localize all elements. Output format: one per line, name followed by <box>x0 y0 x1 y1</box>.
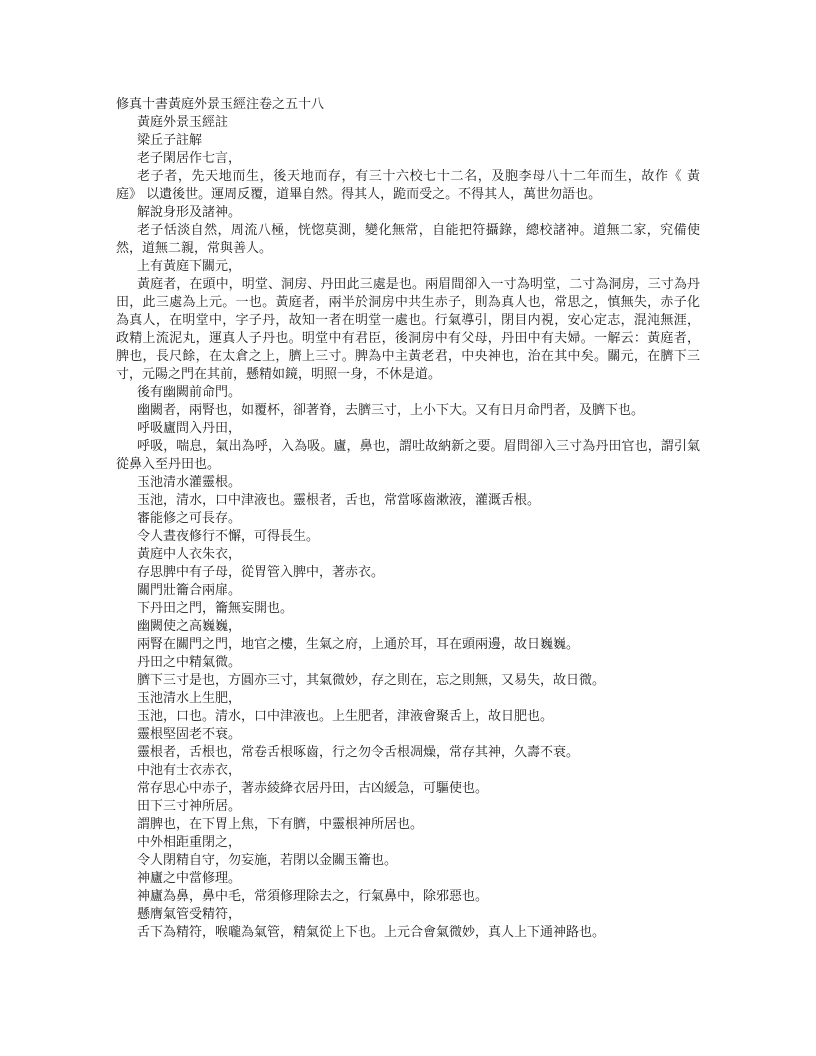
document-paragraph: 存思脾中有子母，從胃管入脾中，著赤衣。 <box>137 565 385 580</box>
document-paragraph: 呼吸，喘息，氣出為呼，入為吸。廬，鼻也，謂吐故納新之要。眉問卻入三寸為丹田官也，謂引氣從鼻入至丹田也。 <box>116 439 700 472</box>
document-paragraph: 令人晝夜修行不懈，可得長生。 <box>137 529 320 544</box>
document-paragraph: 下丹田之門，籥無妄開也。 <box>137 601 294 616</box>
document-paragraph: 關門壯籥合兩扉。 <box>137 583 242 598</box>
document-paragraph: 上有黃庭下關元， <box>137 259 242 274</box>
document-paragraph: 常存思心中赤子，著赤綾絳衣居丹田，古凶緩急，可驅使也。 <box>137 781 489 796</box>
document-body <box>116 96 700 942</box>
document-paragraph: 兩腎在關門之門，地官之樓，生氣之府，上通於耳，耳在頭兩邊，故日巍巍。 <box>137 637 580 652</box>
document-paragraph: 梁丘子註解 <box>137 133 203 148</box>
document-paragraph: 舌下為精符，喉嚨為氣管，精氣從上下也。上元合會氣微妙，真人上下通神路也。 <box>137 925 606 940</box>
document-paragraph: 後有幽闕前命門。 <box>137 385 242 400</box>
document-paragraph: 玉池清水上生肥， <box>137 691 242 706</box>
document-paragraph: 田下三寸神所居。 <box>137 799 242 814</box>
document-title: 修真十書黃庭外景玉經注卷之五十八 <box>116 97 325 112</box>
document-paragraph: 神廬之中當修理。 <box>137 871 242 886</box>
document-paragraph: 老子恬淡自然，周流八極，恍惚莫測，變化無常，自能把符攝錄，總校諸神。道無二家，究備使然，道無二親，常與善人。 <box>116 223 700 256</box>
document-paragraph: 令人閉精自守，勿妄施，若閉以金關玉籥也。 <box>137 853 398 868</box>
document-paragraph: 老子閑居作七言， <box>137 151 242 166</box>
document-paragraph: 中池有士衣赤衣， <box>137 763 242 778</box>
document-paragraph: 中外相距重閉之， <box>137 835 242 850</box>
document-paragraph: 懸膺氣管受精符， <box>137 907 242 922</box>
document-paragraph: 玉池，清水，口中津液也。靈根者，舌也，常當啄齒漱液，灌溉舌根。 <box>137 493 541 508</box>
document-paragraph: 審能修之可長存。 <box>137 511 242 526</box>
document-paragraph: 玉池清水灌靈根。 <box>137 475 242 490</box>
document-paragraph: 臍下三寸是也，方圓亦三寸，其氣微妙，存之則在，忘之則無，又易失，故日微。 <box>137 673 606 688</box>
document-paragraph: 幽闕使之高巍巍， <box>137 619 242 634</box>
document-paragraph: 幽闕者，兩腎也，如覆杯，卻著脊，去臍三寸，上小下大。又有日月命門者，及臍下也。 <box>137 403 645 418</box>
document-paragraph: 丹田之中精氣微。 <box>137 655 242 670</box>
document-paragraph: 謂脾也，在下胃上焦，下有臍，中靈根神所居也。 <box>137 817 424 832</box>
document-paragraph: 玉池，口也。清水，口中津液也。上生肥者，津液會聚舌上，故日肥也。 <box>137 709 554 724</box>
document-paragraph: 黃庭外景玉經註 <box>137 115 229 130</box>
document-paragraph: 神廬為鼻，鼻中毛，常須修理除去之，行氣鼻中，除邪惡也。 <box>137 889 489 904</box>
document-paragraph: 黃庭中人衣朱衣， <box>137 547 242 562</box>
document-paragraph: 老子者，先天地而生，後天地而存，有三十六校七十二名，及胞李母八十二年而生，故作《 黃庭》 以遺後世。運周反覆，道畢自然。得其人，跪而受之。不得其人，萬世勿語也。 <box>116 169 700 202</box>
document-paragraph: 解說身形及諸神。 <box>137 205 242 220</box>
document-paragraph: 黃庭者，在頭中，明堂、洞房、丹田此三處是也。兩眉間卻入一寸為明堂，二寸為洞房，三寸為丹田，此三處為上元。一也。黃庭者，兩半於洞房中共生赤子，則為真人也，常思之，慎無失，赤子化為真人，在明堂中，字子丹，故知一者在明堂一處也。行氣導引，閉目内視，安心定志，混沌無涯，政精上流泥丸，運真人子丹也。明堂中有君臣，後洞房中有父母，丹田中有夫婦。一解云：黃庭者，脾也，長尺餘，在太倉之上，臍上三寸。脾為中主黃老君，中央神也，治在其中矣。關元，在臍下三寸，元陽之門在其前，懸精如鏡，明照一身，不休是道。 <box>116 277 700 382</box>
document-paragraph: 靈根堅固老不衰。 <box>137 727 242 742</box>
document-paragraph: 靈根者，舌根也，常卷舌根啄齒，行之勿令舌根凋燥，常存其神，久壽不衰。 <box>137 745 580 760</box>
document-paragraph: 呼吸廬問入丹田， <box>137 421 242 436</box>
